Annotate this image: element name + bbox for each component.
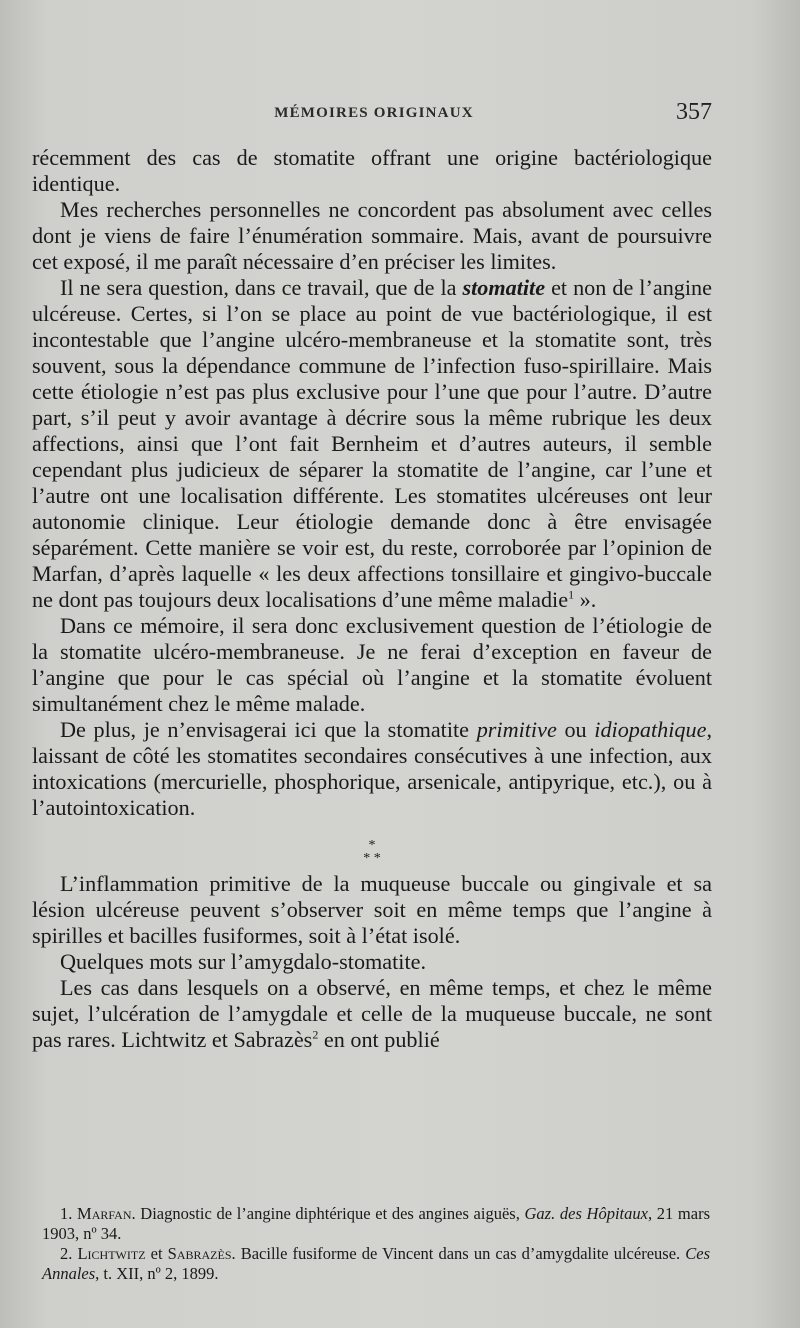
footnote-2 xyxy=(42,1244,710,1284)
footnote-2-author-2: Sabrazès xyxy=(167,1244,232,1263)
p8-text-a: Les cas dans lesquels on a observé, en même temps, et chez le même sujet, l’ulcération de l’amygdale et celle de la muqueuse buccale, ne sont pas rares. Lichtwitz et Sabrazès xyxy=(32,975,712,1052)
p5-text-c: , laissant de côté les stomatites secondaires consécutives à une infection, aux intoxications (mercurielle, phosphorique, arsenicale, antipyrique, etc.), ou à l’autointoxication. xyxy=(32,717,712,820)
footnote-1 xyxy=(42,1204,710,1244)
p5-emphasis-2: idiopathique xyxy=(594,717,707,742)
p3-text-b: et non de l’angine ulcéreuse. Certes, si l’on se place au point de vue bactériologique, il est incontestable que l’angine ulcéro-membraneuse et la stomatite sont, très souvent, sous la dépendance commune de l’infection fuso-spirillaire. Mais cette étiologie n’est pas plus exclusive pour l’une que pour l’autre. D’autre part, s’il peut y avoir avantage à décrire sous la même rubrique les deux affections, ainsi que l’ont fait Bernheim et d’autres auteurs, il semble cependant plus judicieux de séparer la stomatite de l’angine, car l’une et l’autre ont une localisation différente. Les stomatites ulcéreuses ont leur autonomie clinique. Leur étiologie demande donc à être envisagée séparément. Cette manière se voir est, du reste, corroborée par l’opinion de Marfan, d’après laquelle « les deux affections tonsillaire et gingivo-buccale ne dont pas toujours deux localisations d’une même maladie xyxy=(32,275,712,612)
running-head xyxy=(36,101,712,129)
p3-text-c: ». xyxy=(574,587,597,612)
footnote-1-number: 1. xyxy=(60,1204,73,1223)
paragraph-7: Quelques mots sur l’amygdalo-stomatite. xyxy=(60,949,427,974)
section-asterism xyxy=(32,839,712,865)
paragraph-1: récemment des cas de stomatite offrant une origine bactériologique identique. xyxy=(32,145,712,196)
p8-text-b: en ont publié xyxy=(318,1027,440,1052)
footnote-2-author-1: Lichtwitz xyxy=(77,1244,146,1263)
footnotes xyxy=(42,1204,710,1284)
footnote-1-text-b: , 21 mars 1903, nº 34. xyxy=(42,1204,710,1243)
page-number: 357 xyxy=(676,99,712,125)
asterism-top: * xyxy=(368,838,376,853)
footnote-ref-2[interactable]: 2 xyxy=(312,1027,319,1042)
footnote-ref-1[interactable]: 1 xyxy=(568,587,575,602)
paragraph-4: Dans ce mémoire, il sera donc exclusivement question de l’étiologie de la stomatite ulcéro-membraneuse. Je ne ferai d’exception en faveur de l’angine que pour le cas spécial où l’angine et la stomatite évoluent simultanément chez le même malade. xyxy=(32,613,712,716)
p5-text-a: De plus, je n’envisagerai ici que la stomatite xyxy=(60,717,477,742)
p3-emphasis: stomatite xyxy=(462,275,546,300)
asterism-bottom: * * xyxy=(363,851,381,866)
paragraph-5 xyxy=(32,717,712,821)
footnote-2-et: et xyxy=(145,1244,168,1263)
p3-text-a: Il ne sera question, dans ce travail, que de la xyxy=(60,275,463,300)
footnote-2-text-a: . Bacille fusiforme de Vincent dans un cas d’amygdalite ulcéreuse. xyxy=(231,1244,686,1263)
paragraph-8 xyxy=(32,975,712,1053)
footnote-2-text-b: , t. XII, nº 2, 1899. xyxy=(95,1264,219,1283)
footnote-2-number: 2. xyxy=(60,1244,73,1263)
footnote-2-journal: Ces Annales xyxy=(42,1244,710,1283)
footnote-1-author: Marfan xyxy=(77,1204,132,1223)
paragraph-6: L’inflammation primitive de la muqueuse buccale ou gingivale et sa lésion ulcéreuse peuvent s’observer soit en même temps que l’angine à spirilles et bacilles fusiformes, soit à l’état isolé. xyxy=(32,871,712,948)
footnote-1-text-a: . Diagnostic de l’angine diphtérique et des angines aiguës, xyxy=(131,1204,525,1223)
paragraph-2: Mes recherches personnelles ne concordent pas absolument avec celles dont je viens de faire l’énumération sommaire. Mais, avant de poursuivre cet exposé, il me paraît nécessaire d’en préciser les limites. xyxy=(32,197,712,274)
footnote-1-journal: Gaz. des Hôpitaux xyxy=(524,1204,648,1223)
p5-text-b: ou xyxy=(556,717,595,742)
body-text xyxy=(32,145,712,1053)
running-head-title: MÉMOIRES ORIGINAUX xyxy=(274,105,474,121)
p5-emphasis-1: primitive xyxy=(476,717,557,742)
paragraph-3 xyxy=(32,275,712,613)
